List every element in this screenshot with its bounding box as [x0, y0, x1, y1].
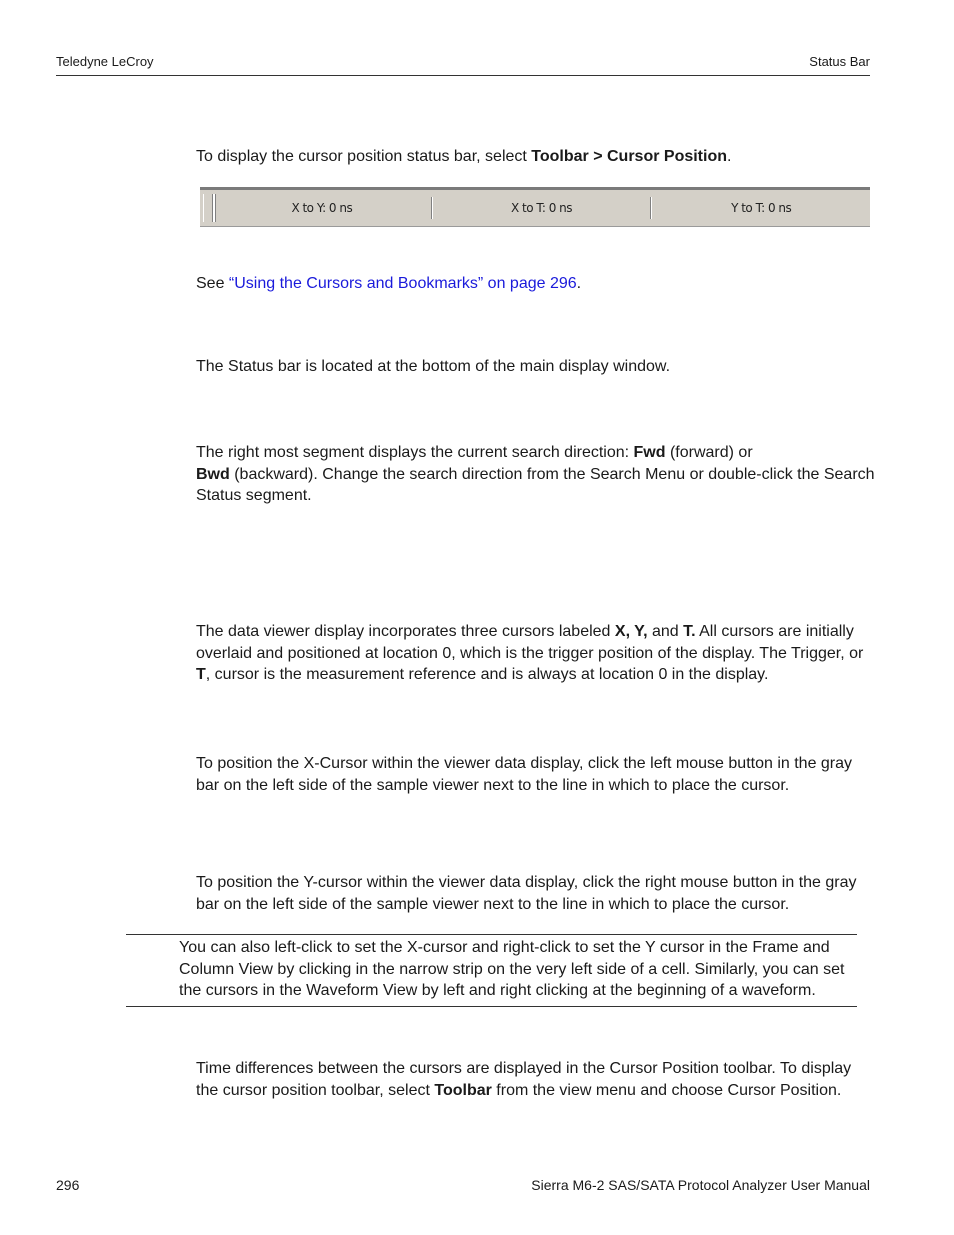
header-company: Teledyne LeCroy: [56, 54, 154, 69]
intro-text: To display the cursor position status bar, select: [196, 148, 532, 165]
cursors-text-3: All cursors are initially overlaid and positioned at location 0, which is the trigger position of the display. The Trigger, or: [196, 623, 864, 662]
time-diff-text-2: from the view menu and choose Cursor Position.: [491, 1081, 842, 1099]
cursor-position-toolbar-image: [200, 187, 870, 227]
note-top-rule: [126, 934, 857, 935]
cursors-text-4: , cursor is the measurement reference and is always at location 0 in the display.: [205, 666, 769, 683]
time-differences-paragraph: [196, 1058, 876, 1101]
manual-title: Sierra M6-2 SAS/SATA Protocol Analyzer User Manual: [531, 1177, 870, 1193]
cursors-bold-3: T: [196, 666, 206, 683]
status-location-paragraph: The Status bar is located at the bottom of the main display window.: [196, 358, 671, 375]
search-text-3: (backward). Change the search direction from the Search Menu or double-click the Search Status segment.: [196, 465, 875, 504]
toolbar-segment-x-to-y: X to Y: 0 ns: [291, 201, 353, 215]
toolbar-segment-y-to-t: Y to T: 0 ns: [731, 201, 792, 215]
page-number: 296: [56, 1177, 80, 1193]
cursors-paragraph: [196, 621, 876, 686]
cursors-text-2: and: [647, 623, 684, 640]
x-cursor-paragraph: To position the X-Cursor within the viewer data display, click the left mouse button in the gray bar on the left side of the sample viewer next to the line in which to place the cursor.: [196, 755, 853, 794]
search-fwd: Fwd: [633, 444, 666, 461]
time-diff-text-1: Time differences between the cursors are displayed in the Cursor Position toolbar. To display the cursor position toolbar, select: [196, 1060, 852, 1099]
search-direction-paragraph: [196, 442, 876, 507]
cursors-text-1: The data viewer display incorporates three cursors labeled: [196, 623, 615, 640]
search-bwd: Bwd: [196, 465, 230, 483]
note-bottom-rule: [126, 1006, 857, 1007]
cross-reference-link[interactable]: “Using the Cursors and Bookmarks” on page 296: [228, 275, 577, 292]
intro-paragraph: [196, 146, 876, 168]
cursors-bold-1: X, Y,: [614, 623, 648, 640]
header-section: Status Bar: [809, 54, 870, 69]
header-rule: [56, 75, 870, 76]
search-text-1: The right most segment displays the current search direction:: [196, 444, 634, 461]
see-also-paragraph: [196, 273, 876, 295]
time-diff-bold: Toolbar: [434, 1081, 492, 1099]
cursors-bold-2: T.: [683, 623, 696, 640]
toolbar-segment-x-to-t: X to T: 0 ns: [510, 201, 573, 215]
note-paragraph: You can also left-click to set the X-cursor and right-click to set the Y cursor in the Frame and Column View by clicking in the narrow strip on the very left side of a cell. Similarly, you can set the cursors in the Waveform View by left and right clicking at the beginning of a waveform.: [179, 939, 845, 999]
intro-menu-path: Toolbar > Cursor Position: [531, 148, 727, 165]
see-suffix: .: [576, 275, 582, 292]
search-text-2: (forward) or: [665, 444, 753, 461]
intro-end: .: [727, 148, 732, 165]
see-prefix: See: [196, 275, 229, 292]
toolbar-grip: [203, 194, 213, 222]
y-cursor-paragraph: To position the Y-cursor within the viewer data display, click the right mouse button in the gray bar on the left side of the sample viewer next to the line in which to place the cursor.: [196, 874, 857, 913]
